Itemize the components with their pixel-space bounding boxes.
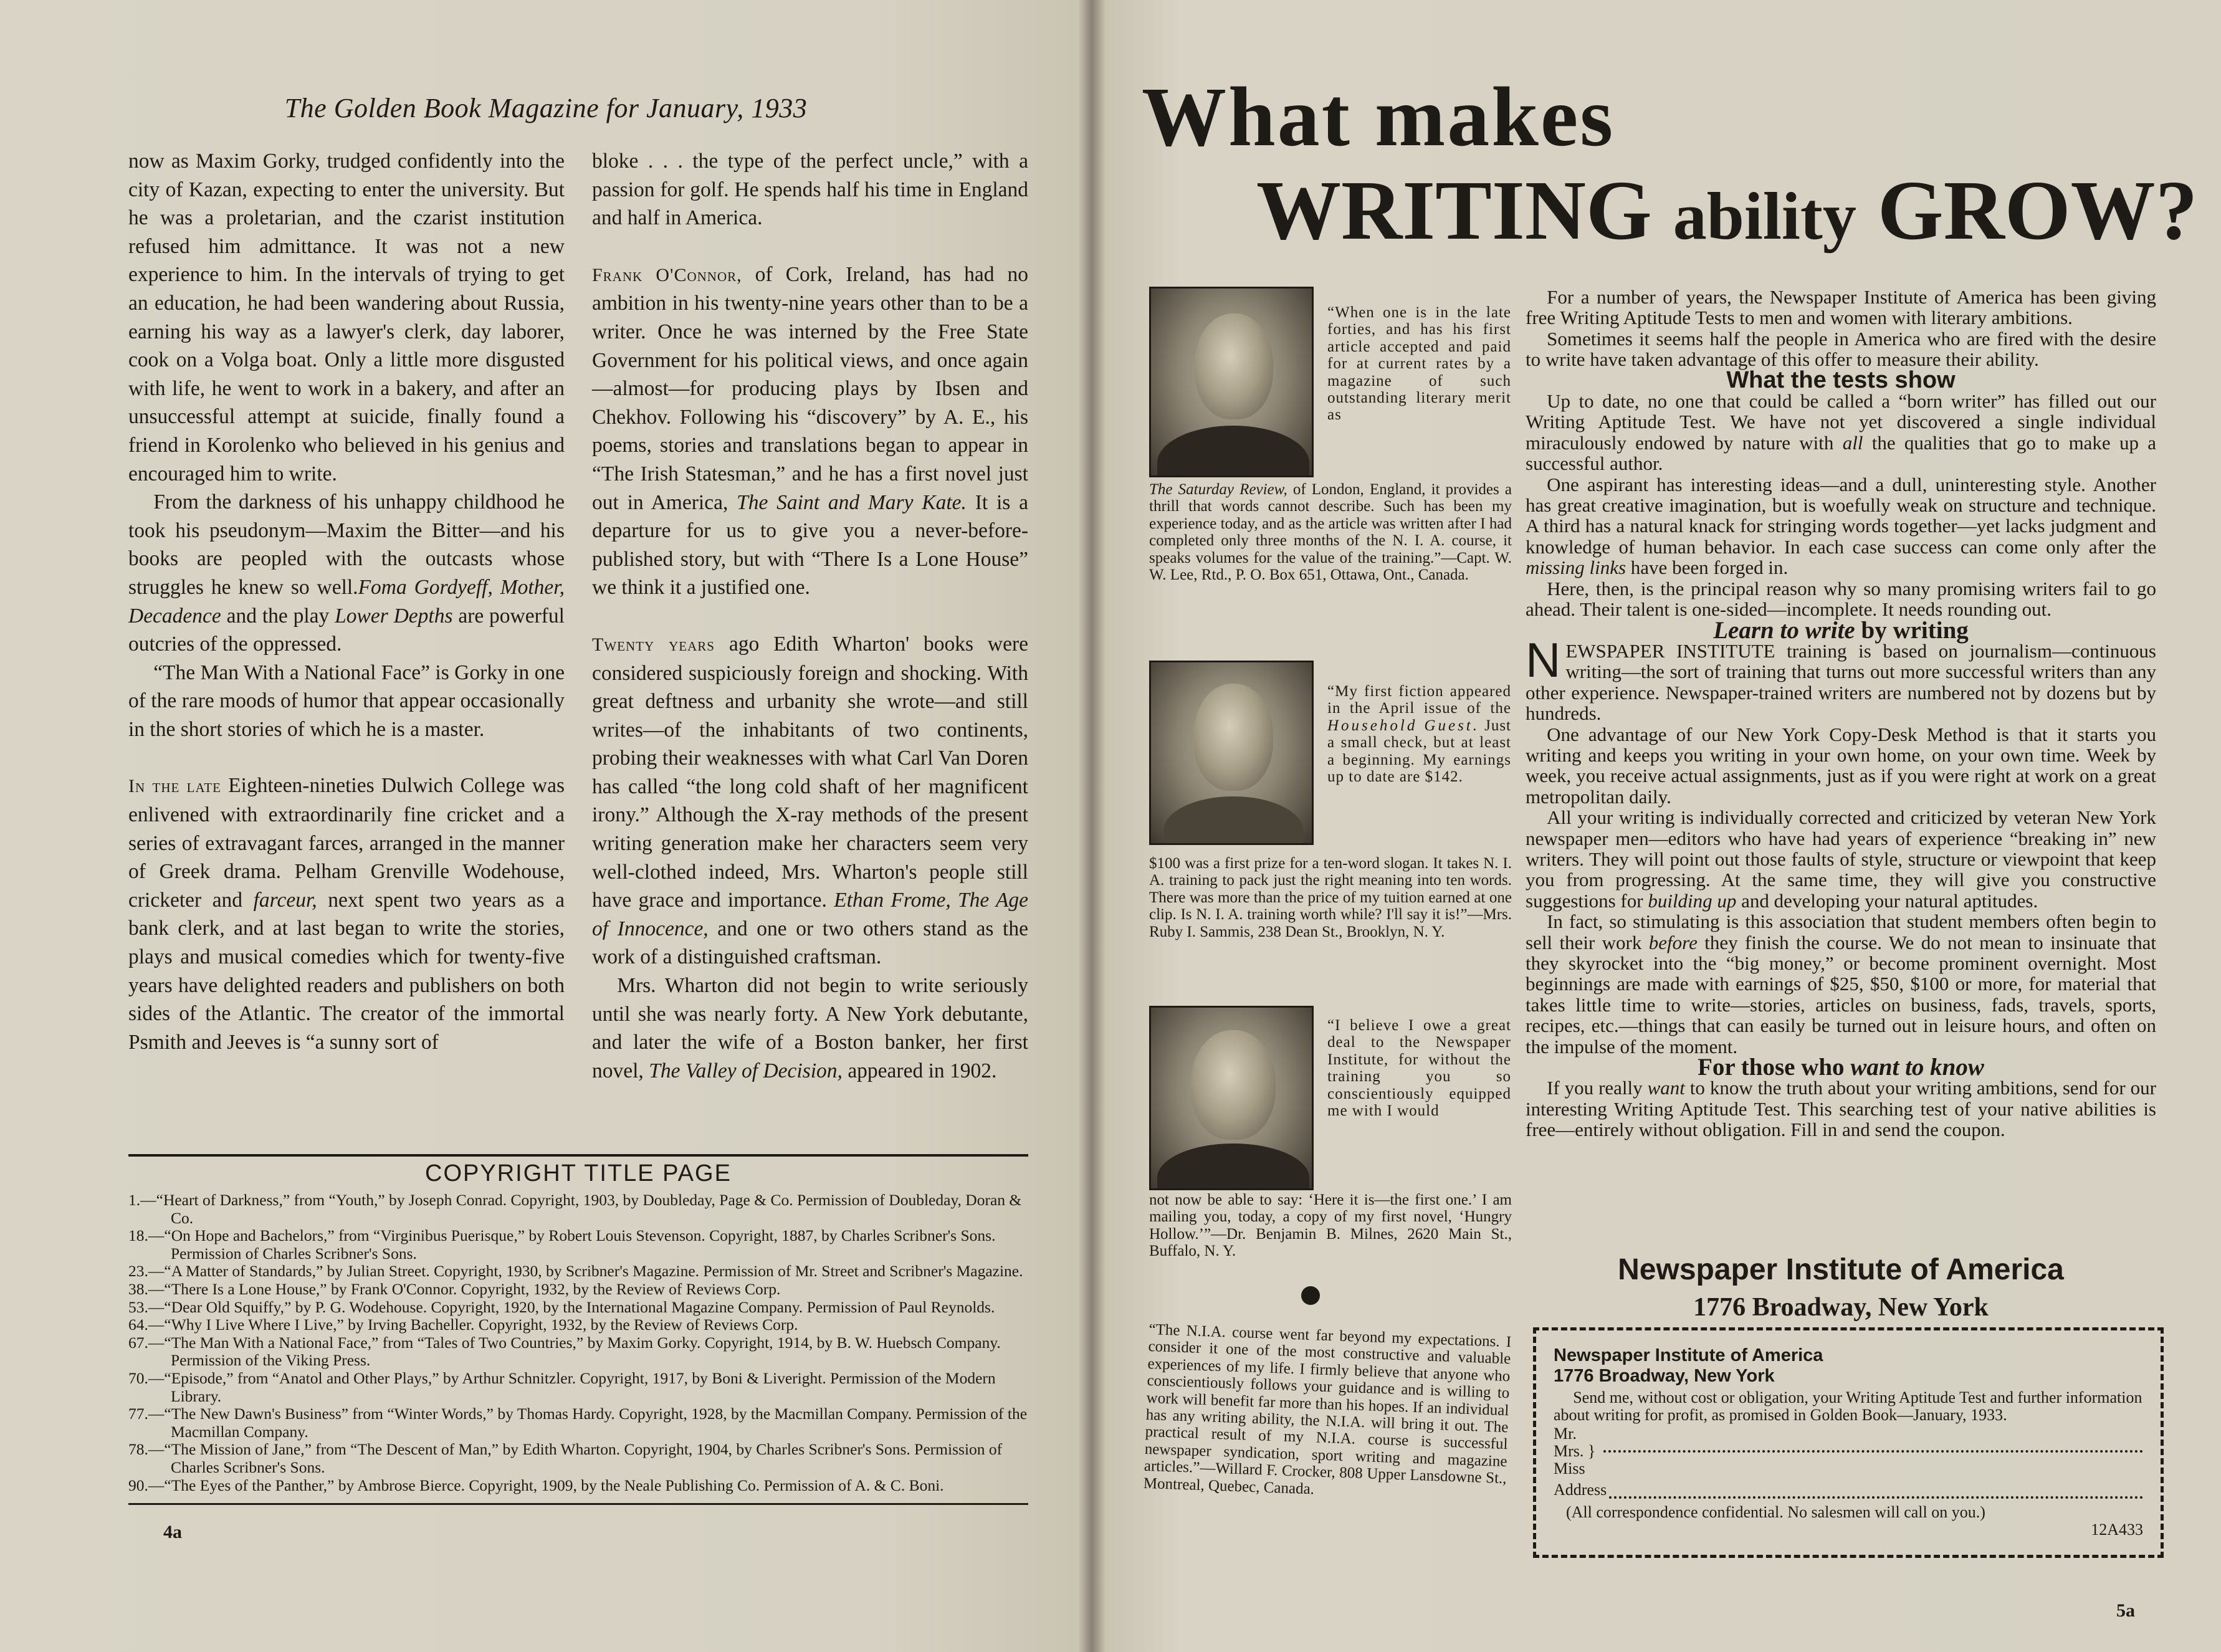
paragraph-run: The Valley of Decision, [649,1059,843,1082]
coupon-address-label: Address [1554,1481,1607,1499]
article-paragraph [128,488,565,659]
copyright-entry: 18.—“On Hope and Bachelors,” from “Virginibus Puerisque,” by Robert Louis Stevenson. Copyright, 1887, by Charles Scribner's Sons. Permission of Charles Scribner's Sons. [128,1226,996,1263]
tests-p1-a: Up to date, no one that could be called a “born writer” has filled out our Writing Aptitude Test. We have not yet discovered a single individual miraculously endowed by nature with [1526,390,2156,454]
paragraph-run: and one or two others stand as the work of a distinguished craftsman. [592,917,1028,969]
testimonial-1-publication: The Saturday Review, [1149,481,1287,498]
headline-line-2 [1256,164,2198,257]
copyright-title: COPYRIGHT TITLE PAGE [425,1160,732,1186]
article-column-2 [592,147,1028,1085]
paragraph-run: farceur, [253,888,317,912]
portrait-photo-2 [1149,661,1314,845]
coupon-name-field[interactable] [1603,1425,2143,1453]
tests-p2-b: have been forged in. [1626,556,1789,579]
book-gutter [1078,0,1106,1652]
paragraph-run: now as Maxim Gorky, trudged confidently into the city of Kazan, expecting to enter the university. But he was a proletarian, and the czarist institution refused him admittance. It was not a new experience to him. In the intervals of trying to get an education, he had been wandering about Russia, earning his way as a lawyer's clerk, day laborer, cook on a Volga boat. Only a little more disgusted with life, he went to work in a bakery, and after an unsuccessful attempt at suicide, finally found a friend in Korolenko who believed in his genius and encouraged him to write. [128,150,565,485]
paragraph-spacer [128,743,565,771]
copyright-entry: 67.—“The Man With a National Face,” from “Tales of Two Countries,” by Maxim Gorky. Copyright, 1914, by B. W. Huebsch Company. Permission of the Viking Press. [128,1333,1001,1370]
paragraph-run: Foma Gordyeff, Mother, Decadence [128,575,565,628]
subhead-learn [1526,616,2156,644]
paragraph-run: bloke . . . the type of the perfect uncle,” with a passion for golf. He spends half his time in England and half in America. [592,150,1028,230]
portrait-2-shoulders [1163,796,1303,845]
coupon-mrs-row: Mrs. } [1554,1442,1596,1460]
portrait-1-face [1195,313,1273,419]
testimonial-2-publication: Household Guest. [1327,717,1479,734]
paragraph-run: Ethan Frome, The Age of Innocence, [592,889,1028,940]
article-paragraph [592,147,1028,232]
right-page [1092,0,2221,1652]
article-paragraph [128,147,565,488]
copyright-entry: 38.—“There Is a Lone House,” by Frank O'Connor. Copyright, 1932, by the Review of Reviews Corp. [128,1279,781,1298]
headline-writing: WRITING [1256,164,1652,257]
drop-cap: N [1526,632,1561,687]
coupon-code: 12A433 [2091,1521,2143,1539]
paragraph-run: Lower Depths [335,604,453,628]
learn-paragraph-3 [1526,807,2156,911]
copyright-entry: 64.—“Why I Live Where I Live,” by Irving Bacheller. Copyright, 1932, by the Review of Reviews Corp. [128,1315,798,1334]
paragraph-run: Mrs. Wharton did not begin to write seriously until she was nearly forty. A New York debutante, and later the wife of a Boston banker, her first novel, [592,974,1028,1082]
paragraph-run: In the late [128,776,221,797]
coupon-address: 1776 Broadway, New York [1554,1366,1775,1386]
learn-p4-b: they finish the course. We do not mean to insinuate that they skyrocket into the “big money,” or become prominent overnight. Most beginnings are made with earnings of $25, $50, $100 or more, for material that takes little time to write—stories, articles on business, fads, travels, sports, recipes, etc.—things that can easily be turned out in leisure hours, and often on the impulse of the moment. [1526,931,2156,1058]
coupon-name: Newspaper Institute of America [1554,1345,1823,1365]
copyright-entry: 90.—“The Eyes of the Panther,” by Ambrose Bierce. Copyright, 1909, by the Neale Publishing Co. Permission of A. & C. Boni. [128,1476,944,1494]
running-head: The Golden Book Magazine for January, 1933 [284,93,808,123]
coupon-miss: Miss [1554,1459,1585,1478]
paragraph-run: and the play [221,604,335,628]
institute-address: 1776 Broadway, New York [1693,1293,1989,1322]
subhead-know-italic: want to know [1850,1054,1984,1081]
copyright-entry: 23.—“A Matter of Standards,” by Julian Street. Copyright, 1930, by Scribner's Magazine. Permission of Mr. Street and Scribner's Magazine. [128,1262,1023,1281]
paragraph-run: From the darkness of his unhappy childhood he took his pseudonym—Maxim the Bitter—and his books are peopled with the outcasts whose struggles he knew so well. [128,490,565,599]
tests-paragraph-3: Here, then, is the principal reason why so many promising writers fail to go ahead. Their talent is one-sided—incomplete. It needs rounding out. [1526,577,2156,621]
paragraph-run: The Saint and Mary Kate. [737,490,967,514]
portrait-3-shoulders [1157,1144,1309,1190]
tests-p2-a: One aspirant has interesting ideas—and a dull, uninteresting style. Another has great creative imagination, but is woefully weak on structure and technique. A third has a natural knack for stringing words together—yet lacks judgment and knowledge of human behavior. In each case success can come only after the [1526,473,2156,558]
tests-p2-italic: missing links [1526,556,1626,579]
paragraph-run: appeared in 1902. [842,1059,997,1082]
subhead-know-a: For those who [1698,1054,1851,1081]
portrait-3-face [1191,1030,1276,1140]
testimonial-3-narrow: “I believe I owe a great deal to the Newspaper Institute, for without the training you so conscientiously equipped me with I would [1327,1017,1511,1120]
copyright-entry: 77.—“The New Dawn's Business” from “Winter Words,” by Thomas Hardy. Copyright, 1928, by the Macmillan Company. Permission of the Macmillan Company. [128,1405,1028,1441]
coupon-text: Send me, without cost or obligation, your Writing Aptitude Test and further information about writing for profit, as promised in Golden Book—January, 1933. [1554,1388,2142,1424]
headline-grow: GROW? [1877,164,2198,257]
paragraph-run: Twenty years [592,634,715,655]
tests-p1-italic: all [1842,431,1863,454]
learn-p1-text: EWSPAPER INSTITUTE training is based on journalism—continuous writing—the sort of training that turns out more successful writers than any other experience. Newspaper-trained writers are numbered not by dozens but by hundreds. [1526,639,2156,725]
headline-ability: ability [1673,179,1856,254]
paragraph-spacer [592,232,1028,260]
copyright-top-rule [128,1154,1028,1157]
know-p1-a: If you really [1547,1077,1643,1099]
paragraph-spacer [592,602,1028,630]
coupon-address-field[interactable] [1609,1484,2143,1499]
testimonial-2-text-a: “My first fiction appeared in the April issue of the [1327,683,1511,717]
coupon[interactable] [1533,1327,2164,1558]
subhead-learn-italic: Learn to write [1713,616,1855,644]
institute-name: Newspaper Institute of America [1618,1253,2064,1286]
paragraph-run: “The Man With a National Face” is Gorky in one of the rare moods of humor that appear occasionally in the short stories of which he is a master. [128,661,565,741]
page-number-right: 5a [2116,1600,2135,1621]
subhead-know [1526,1054,2156,1081]
paragraph-run: are powerful outcries of the oppressed. [128,604,565,656]
page-number-left: 4a [163,1522,182,1542]
copyright-list [128,1191,1028,1494]
copyright-bottom-rule [128,1503,1028,1505]
portrait-1-shoulders [1157,426,1309,477]
tests-paragraph-2 [1526,474,2156,578]
learn-p3-a: All your writing is individually corrected and criticized by veteran New York newspaper men—editors who have had years of experience “breaking in” new writers. They will point out those faults of style, structure or viewpoint that keep you from progressing. At the same time, they will give you constructive suggestions for [1526,806,2156,912]
paragraph-run: next spent two years as a bank clerk, and at last began to write the stories, plays and musical comedies which for twenty-five years have delighted readers and publishers on both sides of the Atlantic. The creator of the immortal Psmith and Jeeves is “a sunny sort of [128,888,565,1054]
paragraph-run: Eighteen-nineties Dulwich College was enlivened with extraordinarily fine cricket and a series of extravagant farces, arranged in the manner of Greek drama. Pelham Grenville Wodehouse, cricketer and [128,774,565,912]
coupon-salutations [1554,1425,1603,1478]
copyright-entry: 70.—“Episode,” from “Anatol and Other Plays,” by Arthur Schnitzler. Copyright, 1917, by Boni & Liveright. Permission of the Modern Library. [128,1368,996,1405]
testimonial-1-text: of London, England, it provides a thrill that words cannot describe. Such has been my experience today, and as the article was written after I had completed only three months of the N. I. A. course, it speaks volumes for the value of the training.”—Capt. W. W. Lee, Rtd., P. O. Box 651, Ottawa, Ont., Canada. [1149,481,1512,584]
testimonial-2-narrow [1327,683,1511,785]
learn-paragraph-1 [1526,632,2156,725]
headline-line-1: What makes [1142,70,1615,164]
left-page [0,0,1092,1652]
tests-p1-b: the qualities that go to make up a successful author. [1526,431,2156,475]
intro-paragraph-2: Sometimes it seems half the people in America who are fired with the desire to write have taken advantage of this offer to measure their ability. [1526,327,2156,371]
subhead-tests: What the tests show [1726,366,1956,393]
testimonial-3-rest: not now be able to say: ‘Here it is—the first one.’ I am mailing you, today, a copy of my first novel, ‘Hungry Hollow.’”—Dr. Benjamin B. Milnes, 2620 Main St., Buffalo, N. Y. [1149,1191,1512,1260]
ad-body [1526,287,2156,1140]
intro-paragraph-1: For a number of years, the Newspaper Institute of America has been giving free Writing Aptitude Tests to men and women with literary ambitions. [1526,286,2156,329]
portrait-photo-3 [1149,1006,1314,1190]
article-column-1 [128,147,565,1056]
separator-bullet [1301,1286,1320,1305]
know-paragraph [1526,1077,2156,1140]
paragraph-run: ago Edith Wharton' books were considered suspiciously foreign and shocking. With great deftness and urbanity she wrote—and still writes—of the inhabitants of two continents, probing their weaknesses with what Carl Van Doren has called “the long cold shaft of her magnificent irony.” Although the X-ray methods of the present writing generation make her characters seem very well-clothed indeed, Mrs. Wharton's people still have grace and importance. [592,632,1028,912]
copyright-entry: 78.—“The Mission of Jane,” from “The Descent of Man,” by Edith Wharton. Copyright, 1904, by Charles Scribner's Sons. Permission of Charles Scribner's Sons. [128,1440,1003,1476]
coupon-address-row [1554,1481,2143,1499]
testimonial-1-rest [1149,481,1512,583]
article-paragraph [128,771,565,1056]
coupon-footer: (All correspondence confidential. No salesmen will call on you.) [1566,1503,1985,1521]
portrait-2-face [1193,684,1273,791]
know-p1-b: to know the truth about your writing ambitions, send for our interesting Writing Aptitude Test. This searching test of your native abilities is free—entirely without obligation. Fill in and send the coupon. [1526,1077,2156,1141]
article-paragraph [592,630,1028,972]
testimonial-2-text-b: Just a small check, but at least a beginning. My earnings up to date are $142. [1327,717,1511,786]
learn-p3-b: and developing your natural aptitudes. [1736,889,2038,912]
subhead-learn-rest: by writing [1855,616,1969,644]
coupon-mr: Mr. [1554,1425,1577,1443]
article-paragraph [128,659,565,744]
tests-paragraph-1 [1526,391,2156,474]
testimonial-2-rest: $100 was a first prize for a ten-word slogan. It takes N. I. A. training to pack just the right meaning into ten words. There was more than the price of my tuition earned at one clip. Is N. I. A. training worth while? I'll say it is!”—Mrs. Ruby I. Sammis, 238 Dean St., Brooklyn, N. Y. [1149,855,1512,940]
paragraph-run: of Cork, Ireland, has had no ambition in his twenty-nine years other than to be a writer. Once he was interned by the Free State Government for his political views, and once again—almost—for producing plays by Ibsen and Chekhov. Following his “discovery” by A. E., his poems, stories and translations began to appear in “The Irish Statesman,” and he has a first novel just out in America, [592,262,1028,514]
know-p1-italic: want [1647,1077,1685,1099]
coupon-name-row [1554,1425,2143,1478]
copyright-entry: 1.—“Heart of Darkness,” from “Youth,” by Joseph Conrad. Copyright, 1903, by Doubleday, Page & Co. Permission of Doubleday, Doran & Co. [128,1191,1022,1227]
learn-p4-italic: before [1648,931,1698,953]
testimonial-4: “The N.I.A. course went far beyond my expectations. I consider it one of the most constructive and valuable experiences of my life. I firmly believe that anyone who conscientiously follows your guidance and is willing to work will benefit far more than his hopes. If an individual has any writing ability, the N.I.A. will bring it out. The practical result of my N.I.A. course is successful newspaper syndication, sport writing and magazine articles.”—Willard F. Crocker, 808 Upper Lansdowne St., Montreal, Quebec, Canada. [1143,1321,1512,1498]
testimonial-1-narrow: “When one is in the late forties, and has his first article accepted and paid for at current rates by a magazine of such outstanding literary merit as [1327,304,1511,424]
learn-paragraph-2: One advantage of our New York Copy-Desk Method is that it starts you writing and keeps you writing in your own home, on your own time. Week by week, you receive actual assignments, just as if you were right at work on a great metropolitan daily. [1526,723,2156,808]
article-paragraph [592,972,1028,1085]
coupon-mrs: Mrs. [1554,1442,1584,1460]
learn-p4-a: In fact, so stimulating is this association that student members often begin to sell their work [1526,910,2156,953]
learn-p3-italic: building up [1648,889,1737,912]
portrait-photo-1 [1149,287,1314,477]
copyright-entry: 53.—“Dear Old Squiffy,” by P. G. Wodehouse. Copyright, 1920, by the International Magazine Company. Permission of Paul Reynolds. [128,1297,995,1316]
paragraph-run: Frank O'Connor, [592,264,742,285]
learn-paragraph-4 [1526,911,2156,1057]
paragraph-run: It is a departure for us to give you a never-before-published story, but with “There Is a Lone House” we think it a justified one. [592,490,1028,599]
article-paragraph [592,260,1028,602]
